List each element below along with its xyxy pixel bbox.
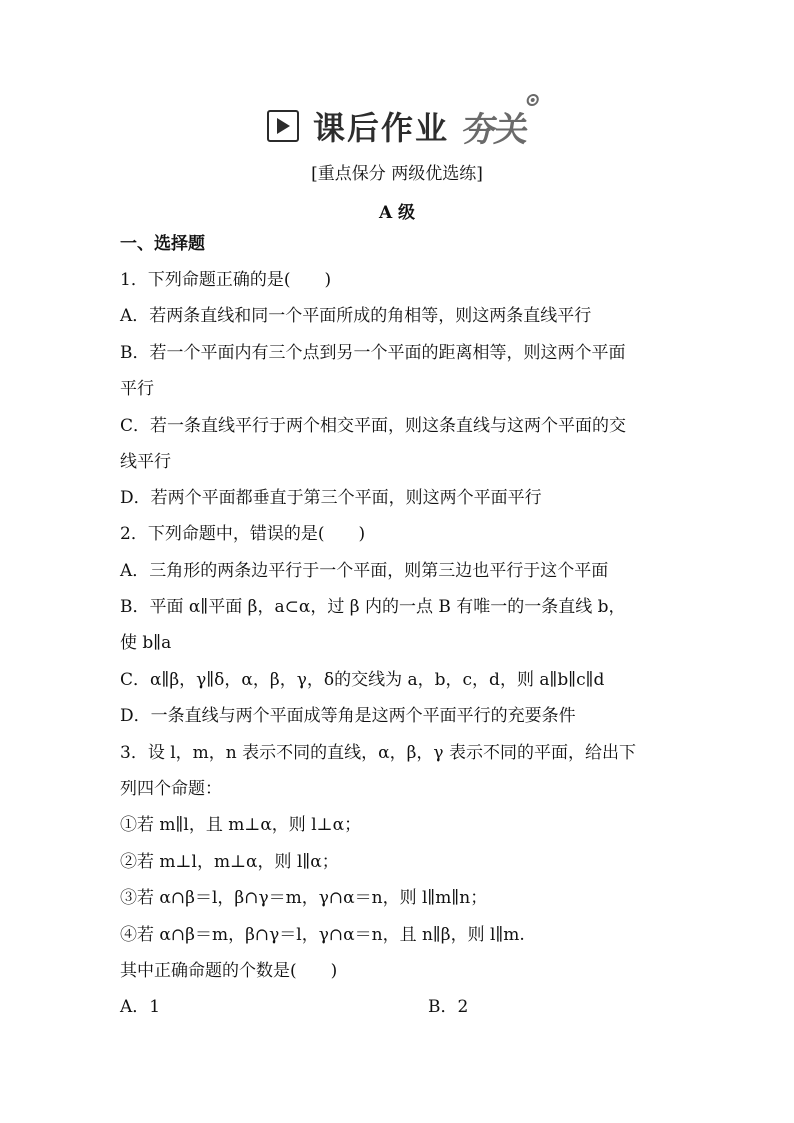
- brand-text: 夯关: [459, 109, 530, 150]
- question-2-option-c: C．α∥β，γ∥δ，α，β，γ，δ的交线为 a，b，c，d，则 a∥b∥c∥d: [120, 670, 605, 690]
- question-1-option-b-cont: 平行: [120, 379, 154, 399]
- question-1-option-c: C．若一条直线平行于两个相交平面，则这条直线与这两个平面的交: [120, 416, 627, 436]
- question-3-proposition-4: ④若 α∩β＝m，β∩γ＝l，γ∩α＝n，且 n∥β，则 l∥m.: [120, 925, 525, 945]
- question-3-prompt: 其中正确命题的个数是( ): [120, 961, 338, 981]
- subtitle: [重点保分 两级优选练]: [311, 164, 483, 184]
- question-1-stem: 1．下列命题正确的是( ): [120, 270, 332, 290]
- section-title: 一、选择题: [120, 234, 205, 254]
- question-3-proposition-2: ②若 m⊥l，m⊥α，则 l∥α；: [120, 852, 339, 872]
- question-1-option-d: D．若两个平面都垂直于第三个平面，则这两个平面平行: [120, 488, 542, 508]
- question-3-stem-cont: 列四个命题：: [120, 779, 222, 799]
- question-3-proposition-1: ①若 m∥l，且 m⊥α，则 l⊥α；: [120, 815, 362, 835]
- question-2-stem: 2．下列命题中，错误的是( ): [120, 524, 366, 544]
- question-2-option-d: D．一条直线与两个平面成等角是这两个平面平行的充要条件: [120, 706, 576, 726]
- question-3-proposition-3: ③若 α∩β＝l，β∩γ＝m，γ∩α＝n，则 l∥m∥n；: [120, 888, 488, 908]
- question-2-option-b: B．平面 α∥平面 β，a⊂α，过 β 内的一点 B 有唯一的一条直线 b，: [120, 597, 626, 617]
- brand-logo: [460, 102, 531, 151]
- page-title: 课后作业: [312, 109, 449, 147]
- question-3-option-a: A．1: [120, 997, 161, 1017]
- question-3-stem: 3．设 l，m，n 表示不同的直线，α，β，γ 表示不同的平面，给出下: [120, 743, 637, 763]
- question-1-option-c-cont: 线平行: [120, 452, 171, 472]
- question-1-option-b: B．若一个平面内有三个点到另一个平面的距离相等，则这两个平面: [120, 343, 626, 363]
- question-2-option-b-cont: 使 b∥a: [120, 633, 172, 653]
- question-3-option-b: B．2: [428, 997, 469, 1017]
- question-2-option-a: A．三角形的两条边平行于一个平面，则第三边也平行于这个平面: [120, 561, 609, 581]
- brand-badge-icon: [526, 94, 540, 106]
- play-icon: [267, 110, 299, 142]
- level-heading: A 级: [378, 203, 416, 223]
- header: [0, 104, 794, 148]
- question-1-option-a: A．若两条直线和同一个平面所成的角相等，则这两条直线平行: [120, 306, 592, 326]
